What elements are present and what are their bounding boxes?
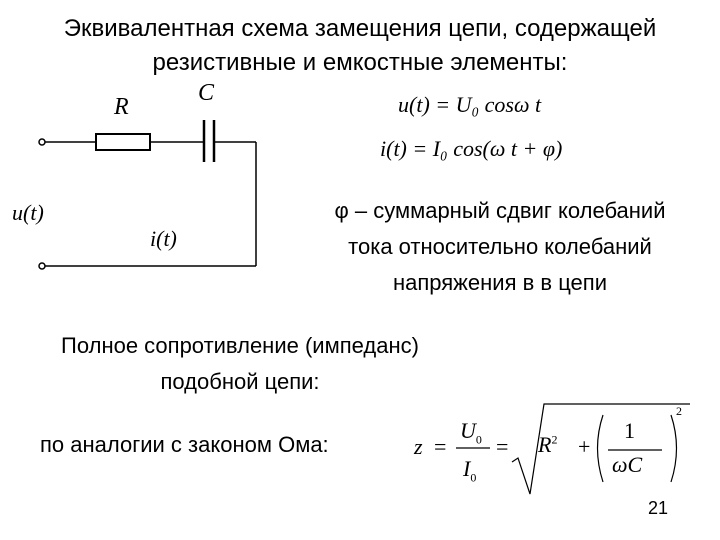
formula-plus: +: [578, 434, 591, 459]
phase-description: [290, 193, 710, 301]
phase-line-3: напряжения в в цепи: [392, 270, 607, 295]
resistor: [96, 134, 150, 150]
formula-omega-c: ωC: [612, 452, 643, 477]
right-paren: [671, 415, 677, 482]
formula-one: 1: [624, 418, 635, 443]
capacitor-label: C: [198, 80, 215, 106]
phase-line-2: тока относительно колебаний: [348, 234, 652, 259]
formula-outer-square: 2: [676, 404, 682, 418]
phase-line-1: φ – суммарный сдвиг колебаний: [334, 198, 666, 223]
left-paren: [598, 415, 604, 482]
formula-eq-1: =: [434, 434, 447, 459]
impedance-line-1: Полное сопротивление (импеданс): [61, 333, 419, 358]
top-terminal: [39, 139, 45, 145]
voltage-label: u(t): [12, 200, 44, 225]
title-line-2: резистивные и емкостные элементы:: [152, 49, 568, 76]
bottom-terminal: [39, 263, 45, 269]
formula-u0: $U_0$: [460, 418, 482, 447]
current-label: i(t): [150, 226, 177, 251]
impedance-heading: [20, 328, 460, 400]
impedance-line-2: подобной цепи:: [160, 369, 320, 394]
formula-eq-2: =: [496, 434, 509, 459]
title-line-1: Эквивалентная схема замещения цепи, содержащей: [63, 15, 657, 42]
formula-i0: $I_0$: [463, 456, 477, 485]
formula-z: z: [414, 434, 423, 459]
resistor-label: R: [114, 94, 129, 120]
ohm-analogy-text: по аналогии с законом Ома:: [40, 432, 329, 457]
page-number: 21: [648, 498, 669, 518]
formula-r-squared: $R^2$: [538, 432, 558, 457]
current-equation: i(t) = I₀ cos(ω t + φ): [380, 136, 563, 161]
voltage-equation: u(t) = U₀ cosω t: [398, 92, 542, 117]
